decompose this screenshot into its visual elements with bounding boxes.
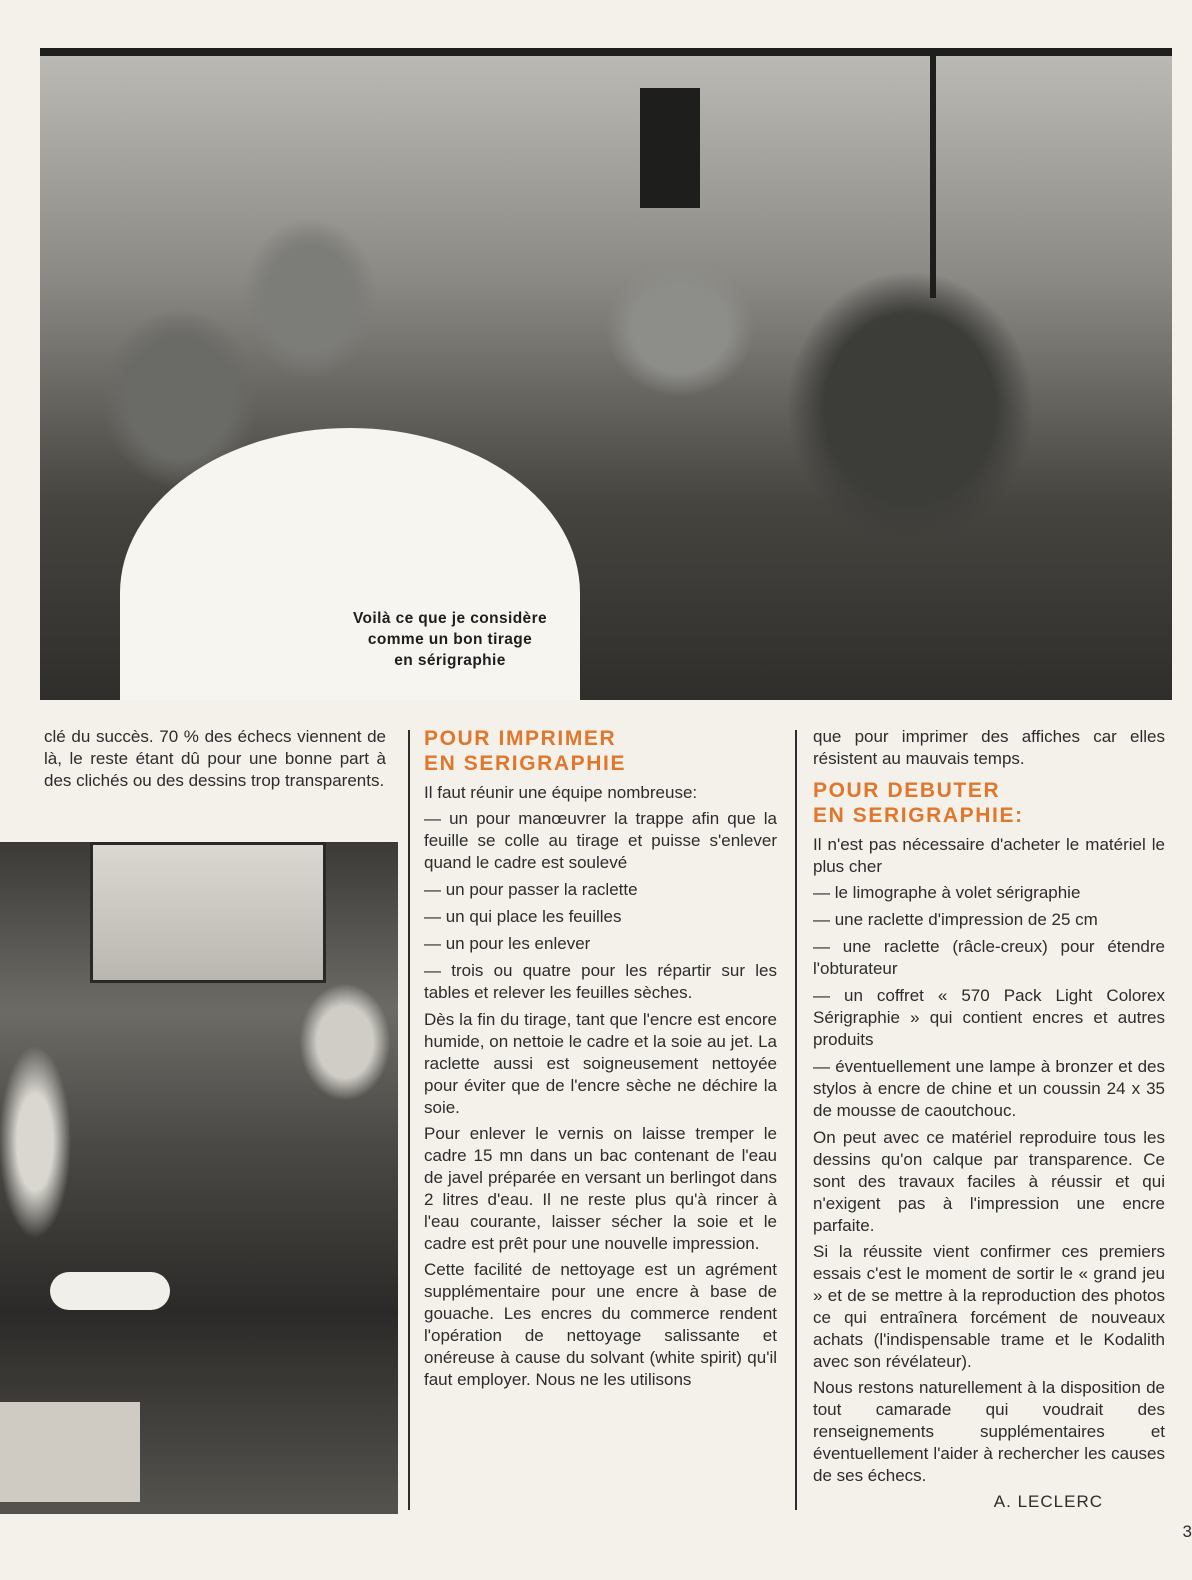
paragraph: clé du succès. 70 % des échecs viennent de là, le reste étant dû pour une bonne part à des clichés ou des dessins trop transparents. [44,727,386,790]
section-heading-debuter: POUR DEBUTER EN SERIGRAPHIE: [813,779,1024,827]
paragraph: Nous restons naturellement à la disposition de tout camarade qui voudrait des renseignements supplémentaires et éventuellement l'aider à rechercher les causes de ses échecs. [813,1378,1165,1485]
list-item: — une raclette d'impression de 25 cm [813,910,1098,929]
column-divider [408,730,410,1510]
column-3 [813,726,1165,1513]
list-item: — une raclette (râcle-creux) pour étendre l'obturateur [813,937,1165,978]
page-number: 3 [1182,1522,1192,1541]
author-signature: A. LECLERC [993,1492,1103,1511]
paragraph: On peut avec ce matériel reproduire tous les dessins qu'on calque par transparence. Ce sont des travaux faciles à réussir et qui n'exigent pas à l'impression une encre parfaite. [813,1128,1165,1235]
photo-caption: Voilà ce que je considère comme un bon tirage en sérigraphie [352,610,548,669]
list-item: — un coffret « 570 Pack Light Colorex Sérigraphie » qui contient encres et autres produits [813,986,1165,1049]
paragraph: Si la réussite vient confirmer ces premiers essais c'est le moment de sortir le « grand jeu » et de se mettre à la reproduction des photos ce qui entraînera forcément de nouveaux achats (l'indispensable trame et le Kodalith avec son révélateur). [813,1242,1165,1371]
column-2 [424,726,777,1395]
column-1 [44,726,386,796]
box-shape [0,1402,140,1502]
list-item: — le limographe à volet sérigraphie [813,883,1081,902]
list-item: — un pour manœuvrer la trappe afin que la feuille se colle au tirage et puisse s'enlever quand le cadre est soulevé [424,809,777,872]
top-photo-children-printing [40,48,1172,700]
paragraph: Pour enlever le vernis on laisse tremper le cadre 15 mn dans un bac contenant de l'eau de javel préparée en versant un berlingot dans 2 litres d'eau. Il ne reste plus qu'à rincer à l'eau courante, laisser sécher la soie et le cadre est prêt pour une nouvelle impression. [424,1124,777,1253]
paragraph: que pour imprimer des affiches car elles résistent au mauvais temps. [813,727,1165,768]
list-item: — éventuellement une lampe à bronzer et des stylos à encre de chine et un coussin 24 x 35 de mousse de caoutchouc. [813,1057,1165,1120]
list-item: — trois ou quatre pour les répartir sur les tables et relever les feuilles sèches. [424,961,777,1002]
paragraph: Dès la fin du tirage, tant que l'encre est encore humide, on nettoie le cadre et la soie au jet. La raclette aussi est soigneusement nettoyée pour éviter que de l'encre sèche ne déchire la soie. [424,1010,777,1117]
bottle-shape [50,1272,170,1310]
poster-drawing [90,842,326,983]
section-heading-imprimer: POUR IMPRIMER EN SERIGRAPHIE [424,727,627,775]
bottom-photo-classroom [0,842,398,1514]
intro-text: Il faut réunir une équipe nombreuse: [424,783,698,802]
intro-text: Il n'est pas nécessaire d'acheter le matériel le plus cher [813,835,1165,876]
list-item: — un pour les enlever [424,934,591,953]
list-item: — un qui place les feuilles [424,907,622,926]
paragraph: Cette facilité de nettoyage est un agrément supplémentaire pour une encre à base de gouache. Les encres du commerce rendent l'opération de nettoyage salissante et onéreuse à cause du solvant (white spirit) qu'il faut employer. Nous ne les utilisons [424,1260,777,1389]
list-item: — un pour passer la raclette [424,880,638,899]
column-divider [795,730,797,1510]
